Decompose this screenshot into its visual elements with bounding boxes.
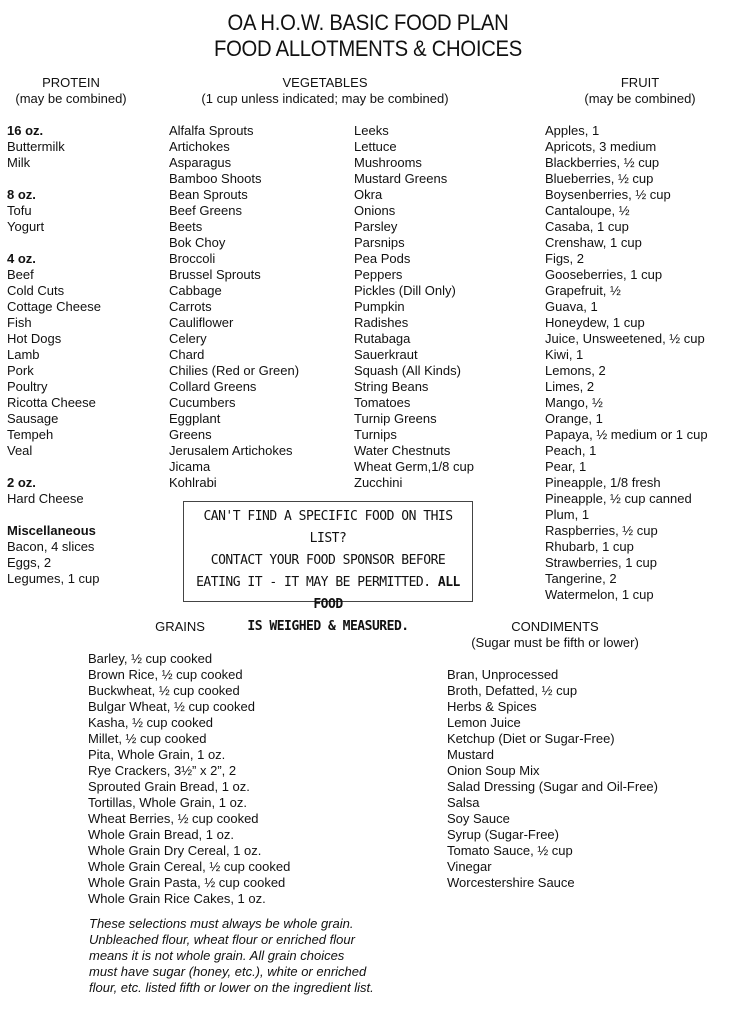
vegetable-item: Peppers bbox=[354, 267, 403, 282]
condiments-subheading: (Sugar must be fifth or lower) bbox=[471, 635, 639, 650]
grain-item: Brown Rice, ½ cup cooked bbox=[88, 667, 243, 682]
vegetable-item: Rutabaga bbox=[354, 331, 411, 346]
protein-item: Buttermilk bbox=[7, 139, 65, 154]
grain-item: Bulgar Wheat, ½ cup cooked bbox=[88, 699, 255, 714]
condiment-item: Salad Dressing (Sugar and Oil-Free) bbox=[447, 779, 658, 794]
protein-group-label: Miscellaneous bbox=[7, 523, 96, 538]
fruit-item: Strawberries, 1 cup bbox=[545, 555, 657, 570]
vegetable-item: Bok Choy bbox=[169, 235, 226, 250]
vegetable-item: Parsley bbox=[354, 219, 398, 234]
protein-heading: PROTEIN bbox=[42, 75, 100, 90]
vegetable-item: Artichokes bbox=[169, 139, 230, 154]
protein-item: Bacon, 4 slices bbox=[7, 539, 95, 554]
fruit-item: Cantaloupe, ½ bbox=[545, 203, 630, 218]
vegetable-item: Pumpkin bbox=[354, 299, 405, 314]
vegetable-item: String Beans bbox=[354, 379, 429, 394]
fruit-item: Blackberries, ½ cup bbox=[545, 155, 660, 170]
fruit-item: Raspberries, ½ cup bbox=[545, 523, 658, 538]
fruit-item: Orange, 1 bbox=[545, 411, 603, 426]
condiments-heading: CONDIMENTS bbox=[511, 619, 599, 634]
vegetable-item: Turnip Greens bbox=[354, 411, 437, 426]
protein-item: Fish bbox=[7, 315, 32, 330]
fruit-item: Plum, 1 bbox=[545, 507, 590, 522]
vegetables-heading: VEGETABLES bbox=[282, 75, 368, 90]
protein-item: Veal bbox=[7, 443, 33, 458]
notice-emphasis: ALL FOOD bbox=[313, 575, 460, 612]
page-title-line-1: OA H.O.W. BASIC FOOD PLAN bbox=[227, 10, 509, 35]
vegetable-item: Asparagus bbox=[169, 155, 232, 170]
vegetable-item: Squash (All Kinds) bbox=[354, 363, 461, 378]
vegetables-list-column-1 bbox=[169, 123, 299, 491]
protein-item: Ricotta Cheese bbox=[7, 395, 96, 410]
condiment-item: Salsa bbox=[447, 795, 480, 810]
fruit-item: Lemons, 2 bbox=[545, 363, 606, 378]
vegetables-list-column-2 bbox=[354, 123, 474, 491]
vegetable-item: Chard bbox=[169, 347, 205, 362]
fruit-heading: FRUIT bbox=[620, 75, 660, 90]
vegetable-item: Chilies (Red or Green) bbox=[169, 363, 300, 378]
fruit-item: Rhubarb, 1 cup bbox=[545, 539, 634, 554]
protein-item: Poultry bbox=[7, 379, 48, 394]
condiment-item: Worcestershire Sauce bbox=[447, 875, 575, 890]
vegetable-item: Alfalfa Sprouts bbox=[169, 123, 254, 138]
fruit-item: Gooseberries, 1 cup bbox=[545, 267, 663, 282]
vegetable-item: Leeks bbox=[354, 123, 389, 138]
vegetable-item: Tomatoes bbox=[354, 395, 411, 410]
condiment-item: Bran, Unprocessed bbox=[447, 667, 559, 682]
vegetable-item: Beef Greens bbox=[169, 203, 242, 218]
fruit-item: Kiwi, 1 bbox=[545, 347, 584, 362]
notice-line-3-text: EATING IT - IT MAY BE PERMITTED. bbox=[196, 575, 438, 590]
fruit-item: Peach, 1 bbox=[545, 443, 597, 458]
grain-item: Buckwheat, ½ cup cooked bbox=[88, 683, 240, 698]
grains-note-line: These selections must always be whole grain. bbox=[89, 916, 354, 931]
vegetable-item: Cauliflower bbox=[169, 315, 234, 330]
fruit-item: Apples, 1 bbox=[545, 123, 600, 138]
vegetable-item: Parsnips bbox=[354, 235, 405, 250]
fruit-item: Casaba, 1 cup bbox=[545, 219, 629, 234]
fruit-item: Limes, 2 bbox=[545, 379, 595, 394]
fruit-item: Mango, ½ bbox=[545, 395, 603, 410]
vegetable-item: Jerusalem Artichokes bbox=[169, 443, 293, 458]
grain-item: Rye Crackers, 3½” x 2”, 2 bbox=[88, 763, 237, 778]
vegetable-item: Pea Pods bbox=[354, 251, 411, 266]
condiment-item: Broth, Defatted, ½ cup bbox=[447, 683, 578, 698]
grain-item: Whole Grain Bread, 1 oz. bbox=[88, 827, 234, 842]
vegetable-item: Brussel Sprouts bbox=[169, 267, 261, 282]
grain-item: Whole Grain Cereal, ½ cup cooked bbox=[88, 859, 291, 874]
fruit-item: Boysenberries, ½ cup bbox=[545, 187, 671, 202]
grain-item: Pita, Whole Grain, 1 oz. bbox=[88, 747, 226, 762]
grain-item: Sprouted Grain Bread, 1 oz. bbox=[88, 779, 250, 794]
condiment-item: Mustard bbox=[447, 747, 494, 762]
fruit-item: Pineapple, 1/8 fresh bbox=[545, 475, 661, 490]
vegetable-item: Water Chestnuts bbox=[354, 443, 451, 458]
fruit-list bbox=[545, 123, 708, 603]
condiment-item: Vinegar bbox=[447, 859, 492, 874]
vegetable-item: Radishes bbox=[354, 315, 409, 330]
fruit-item: Watermelon, 1 cup bbox=[545, 587, 654, 602]
fruit-item: Pineapple, ½ cup canned bbox=[545, 491, 692, 506]
notice-line-1: CAN'T FIND A SPECIFIC FOOD ON THIS LIST? bbox=[203, 509, 453, 546]
vegetable-item: Mushrooms bbox=[354, 155, 422, 170]
vegetable-item: Beets bbox=[169, 219, 203, 234]
protein-list bbox=[7, 123, 101, 587]
vegetable-item: Lettuce bbox=[354, 139, 397, 154]
grains-note-line: means it is not whole grain. All grain choices bbox=[89, 948, 345, 963]
grains-note bbox=[89, 916, 374, 996]
fruit-subheading: (may be combined) bbox=[584, 91, 696, 106]
vegetable-item: Eggplant bbox=[169, 411, 221, 426]
condiment-item: Onion Soup Mix bbox=[447, 763, 540, 778]
grain-item: Barley, ½ cup cooked bbox=[88, 651, 213, 666]
grain-item: Whole Grain Pasta, ½ cup cooked bbox=[88, 875, 286, 890]
vegetable-item: Cabbage bbox=[169, 283, 222, 298]
notice-box bbox=[183, 501, 473, 634]
protein-item: Milk bbox=[7, 155, 31, 170]
protein-item: Cottage Cheese bbox=[7, 299, 101, 314]
grains-heading: GRAINS bbox=[155, 619, 205, 634]
vegetable-item: Mustard Greens bbox=[354, 171, 448, 186]
fruit-item: Papaya, ½ medium or 1 cup bbox=[545, 427, 708, 442]
notice-line-3 bbox=[184, 572, 472, 616]
grains-note-line: Unbleached flour, wheat flour or enriched flour bbox=[89, 932, 355, 947]
grains-note-line: flour, etc. listed fifth or lower on the ingredient list. bbox=[89, 980, 374, 995]
vegetable-item: Wheat Germ,1/8 cup bbox=[354, 459, 474, 474]
condiment-item: Herbs & Spices bbox=[447, 699, 537, 714]
page-title-line-2: FOOD ALLOTMENTS & CHOICES bbox=[214, 36, 522, 61]
condiment-item: Lemon Juice bbox=[447, 715, 521, 730]
vegetable-item: Broccoli bbox=[169, 251, 216, 266]
fruit-item: Figs, 2 bbox=[545, 251, 585, 266]
protein-item: Eggs, 2 bbox=[7, 555, 52, 570]
fruit-item: Grapefruit, ½ bbox=[545, 283, 621, 298]
fruit-item: Crenshaw, 1 cup bbox=[545, 235, 642, 250]
protein-group-label: 2 oz. bbox=[7, 475, 36, 490]
grain-item: Tortillas, Whole Grain, 1 oz. bbox=[88, 795, 247, 810]
fruit-item: Pear, 1 bbox=[545, 459, 587, 474]
protein-subheading: (may be combined) bbox=[15, 91, 127, 106]
grains-list bbox=[88, 651, 290, 907]
vegetable-item: Bamboo Shoots bbox=[169, 171, 262, 186]
grain-item: Whole Grain Rice Cakes, 1 oz. bbox=[88, 891, 266, 906]
fruit-item: Guava, 1 bbox=[545, 299, 598, 314]
vegetable-item: Collard Greens bbox=[169, 379, 257, 394]
protein-item: Yogurt bbox=[7, 219, 45, 234]
vegetable-item: Turnips bbox=[354, 427, 397, 442]
fruit-item: Apricots, 3 medium bbox=[545, 139, 657, 154]
condiment-item: Tomato Sauce, ½ cup bbox=[447, 843, 573, 858]
vegetable-item: Bean Sprouts bbox=[169, 187, 248, 202]
grain-item: Millet, ½ cup cooked bbox=[88, 731, 207, 746]
fruit-item: Blueberries, ½ cup bbox=[545, 171, 654, 186]
protein-item: Legumes, 1 cup bbox=[7, 571, 100, 586]
protein-item: Hard Cheese bbox=[7, 491, 84, 506]
vegetable-item: Sauerkraut bbox=[354, 347, 418, 362]
vegetable-item: Greens bbox=[169, 427, 212, 442]
condiment-item: Soy Sauce bbox=[447, 811, 510, 826]
grain-item: Kasha, ½ cup cooked bbox=[88, 715, 214, 730]
protein-group-label: 8 oz. bbox=[7, 187, 36, 202]
vegetable-item: Onions bbox=[354, 203, 396, 218]
condiment-item: Syrup (Sugar-Free) bbox=[447, 827, 559, 842]
vegetable-item: Okra bbox=[354, 187, 383, 202]
protein-item: Beef bbox=[7, 267, 34, 282]
protein-group-label: 4 oz. bbox=[7, 251, 36, 266]
vegetable-item: Carrots bbox=[169, 299, 212, 314]
protein-item: Cold Cuts bbox=[7, 283, 65, 298]
grains-note-line: must have sugar (honey, etc.), white or enriched bbox=[89, 964, 367, 979]
fruit-item: Tangerine, 2 bbox=[545, 571, 617, 586]
vegetable-item: Kohlrabi bbox=[169, 475, 217, 490]
protein-item: Pork bbox=[7, 363, 34, 378]
protein-item: Sausage bbox=[7, 411, 59, 426]
vegetable-item: Celery bbox=[169, 331, 207, 346]
condiments-list bbox=[447, 667, 658, 891]
protein-item: Hot Dogs bbox=[7, 331, 62, 346]
notice-line-4: IS WEIGHED & MEASURED. bbox=[247, 619, 409, 634]
notice-line-2: CONTACT YOUR FOOD SPONSOR BEFORE bbox=[210, 553, 446, 568]
protein-item: Tempeh bbox=[7, 427, 54, 442]
condiment-item: Ketchup (Diet or Sugar-Free) bbox=[447, 731, 615, 746]
protein-item: Tofu bbox=[7, 203, 32, 218]
vegetable-item: Cucumbers bbox=[169, 395, 236, 410]
fruit-item: Honeydew, 1 cup bbox=[545, 315, 645, 330]
protein-item: Lamb bbox=[7, 347, 40, 362]
vegetable-item: Pickles (Dill Only) bbox=[354, 283, 456, 298]
grain-item: Wheat Berries, ½ cup cooked bbox=[88, 811, 259, 826]
protein-group-label: 16 oz. bbox=[7, 123, 44, 138]
fruit-item: Juice, Unsweetened, ½ cup bbox=[545, 331, 705, 346]
grain-item: Whole Grain Dry Cereal, 1 oz. bbox=[88, 843, 262, 858]
vegetables-subheading: (1 cup unless indicated; may be combined) bbox=[201, 91, 449, 106]
vegetable-item: Jicama bbox=[169, 459, 211, 474]
vegetable-item: Zucchini bbox=[354, 475, 403, 490]
